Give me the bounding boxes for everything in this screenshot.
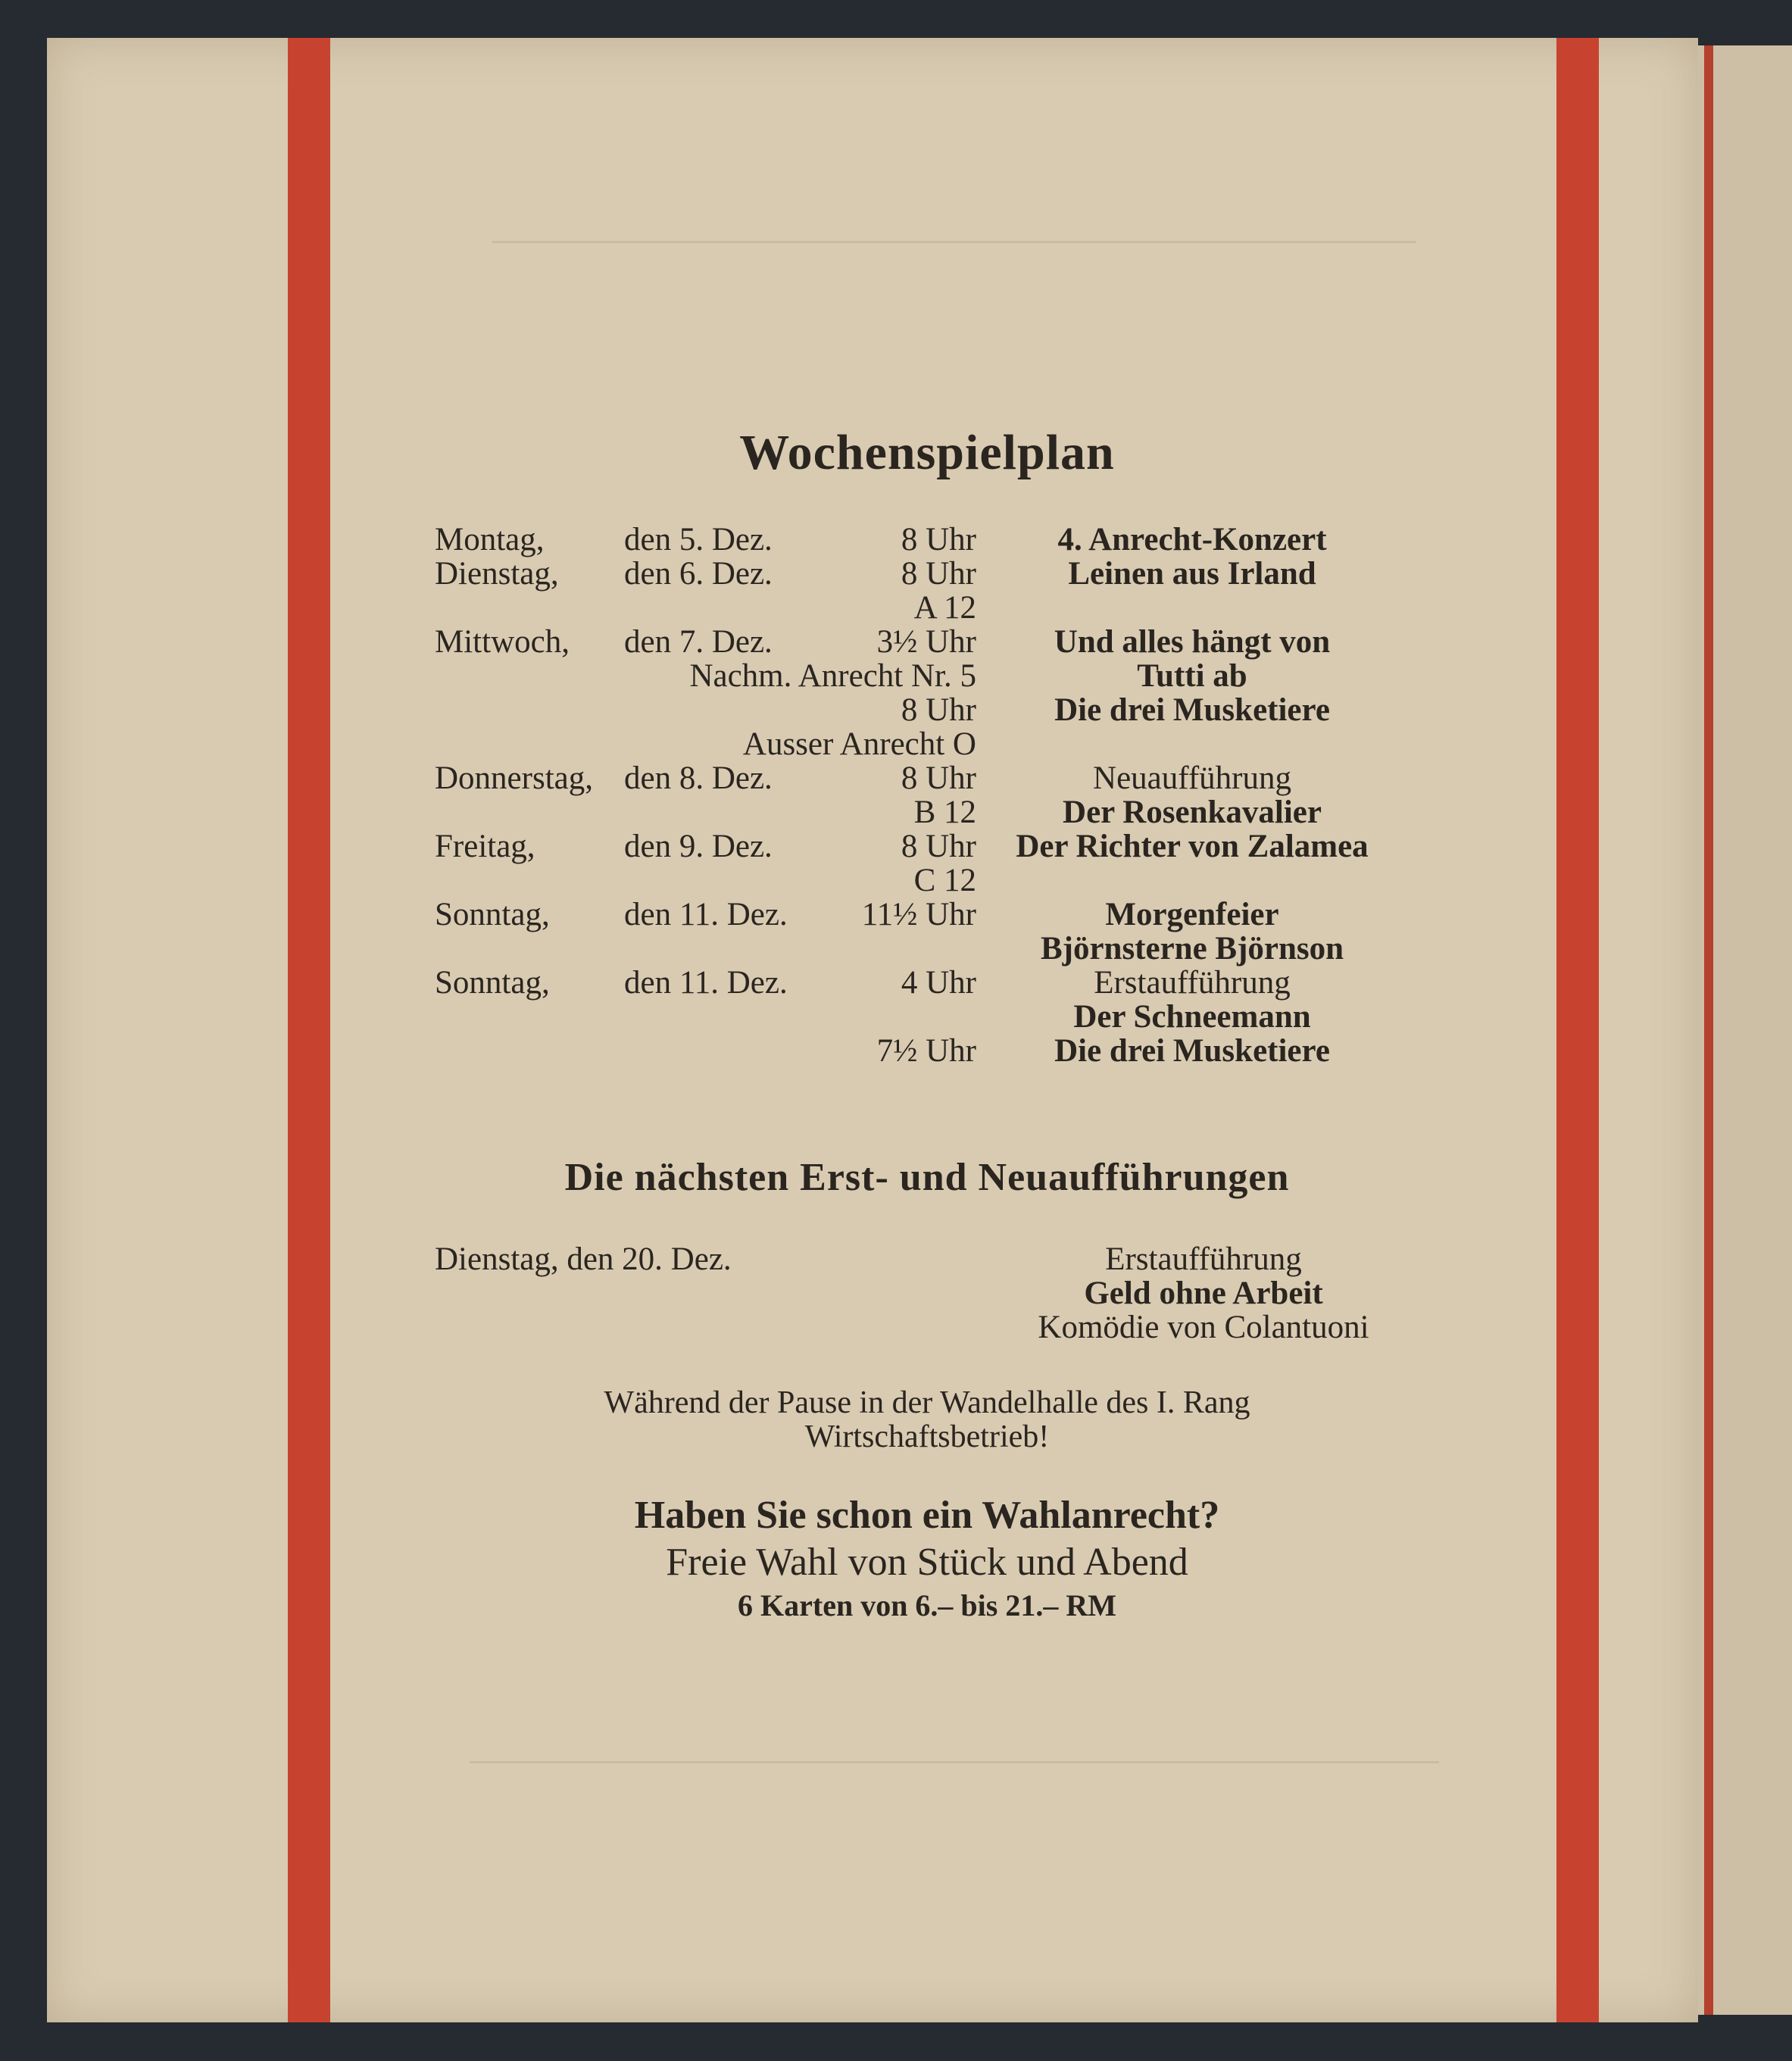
show-through-rule-bottom <box>470 1761 1439 1763</box>
schedule-time: Ausser Anrecht O <box>742 726 976 762</box>
left-red-stripe <box>288 38 330 2022</box>
premiere-date: Dienstag, den 20. Dez. <box>435 1241 732 1277</box>
pause-note <box>435 1386 1419 1454</box>
page-title: Wochenspielplan <box>739 425 1115 480</box>
schedule-time: B 12 <box>913 795 976 830</box>
schedule-time: 8 Uhr <box>901 692 976 728</box>
schedule-time: 3½ Uhr <box>876 624 976 660</box>
schedule-row <box>435 659 1480 693</box>
premiere-details <box>957 1242 1450 1344</box>
subscription-ad <box>435 1492 1419 1625</box>
schedule-row <box>435 1000 1480 1034</box>
schedule-date: den 6. Dez. <box>624 556 773 592</box>
schedule-event: 4. Anrecht-Konzert <box>1057 522 1327 557</box>
schedule-time: 4 Uhr <box>901 965 976 1001</box>
schedule-time: 8 Uhr <box>901 760 976 796</box>
schedule-row <box>435 898 1480 932</box>
ad-price: 6 Karten von 6.– bis 21.– RM <box>738 1588 1116 1622</box>
schedule-date: den 11. Dez. <box>624 897 788 932</box>
schedule-day: Sonntag, <box>435 897 550 932</box>
schedule-event: Leinen aus Irland <box>1068 556 1316 592</box>
schedule-day: Dienstag, <box>435 556 559 592</box>
schedule-event: Der Richter von Zalamea <box>1016 829 1369 864</box>
schedule-time: C 12 <box>913 863 976 898</box>
schedule-event: Erstaufführung <box>1094 965 1291 1001</box>
pause-note-line1: Während der Pause in der Wandelhalle des I. Rang <box>604 1385 1250 1420</box>
schedule-event: Morgenfeier <box>1105 897 1279 932</box>
schedule-event: Björnsterne Björnson <box>1040 931 1344 966</box>
ad-line: Freie Wahl von Stück und Abend <box>666 1541 1188 1584</box>
schedule-row <box>435 829 1480 863</box>
schedule-date: den 7. Dez. <box>624 624 773 660</box>
schedule-day: Montag, <box>435 522 545 557</box>
schedule-row <box>435 932 1480 966</box>
schedule-time: 8 Uhr <box>901 522 976 557</box>
premiere-title: Geld ohne Arbeit <box>1084 1276 1323 1311</box>
weekly-schedule <box>435 523 1480 1068</box>
schedule-date: den 5. Dez. <box>624 522 773 557</box>
schedule-time: 11½ Uhr <box>861 897 976 932</box>
right-red-stripe <box>1556 38 1599 2022</box>
schedule-time: 8 Uhr <box>901 829 976 864</box>
schedule-row <box>435 591 1480 625</box>
schedule-event: Die drei Musketiere <box>1054 1033 1330 1069</box>
schedule-row <box>435 863 1480 898</box>
schedule-row <box>435 693 1480 727</box>
schedule-time: 8 Uhr <box>901 556 976 592</box>
schedule-row <box>435 795 1480 829</box>
schedule-date: den 11. Dez. <box>624 965 788 1001</box>
schedule-event: Neuaufführung <box>1093 760 1291 796</box>
schedule-event: Die drei Musketiere <box>1054 692 1330 728</box>
schedule-day: Sonntag, <box>435 965 550 1001</box>
schedule-time: Nachm. Anrecht Nr. 5 <box>689 658 976 694</box>
schedule-event: Der Schneemann <box>1073 999 1311 1035</box>
schedule-row <box>435 966 1480 1000</box>
schedule-row <box>435 523 1480 557</box>
schedule-time: A 12 <box>913 590 976 626</box>
ad-question: Haben Sie schon ein Wahlanrecht? <box>634 1494 1220 1537</box>
upcoming-heading: Die nächsten Erst- und Neuaufführungen <box>564 1156 1290 1199</box>
show-through-rule-top <box>492 241 1416 243</box>
schedule-event: Tutti ab <box>1137 658 1247 694</box>
schedule-date: den 9. Dez. <box>624 829 773 864</box>
schedule-date: den 8. Dez. <box>624 760 773 796</box>
schedule-row <box>435 557 1480 591</box>
schedule-row <box>435 1034 1480 1068</box>
schedule-event: Und alles hängt von <box>1054 624 1331 660</box>
schedule-day: Mittwoch, <box>435 624 570 660</box>
schedule-day: Donnerstag, <box>435 760 593 796</box>
schedule-row <box>435 625 1480 659</box>
pause-note-line2: Wirtschaftsbetrieb! <box>804 1419 1050 1454</box>
schedule-day: Freitag, <box>435 829 535 864</box>
schedule-time: 7½ Uhr <box>876 1033 976 1069</box>
premiere-type: Erstaufführung <box>1105 1241 1302 1277</box>
premiere-subtitle: Komödie von Colantuoni <box>1038 1310 1369 1345</box>
next-page-red-stripe <box>1704 45 1713 2015</box>
schedule-event: Der Rosenkavalier <box>1063 795 1322 830</box>
schedule-row <box>435 761 1480 795</box>
schedule-row <box>435 727 1480 761</box>
